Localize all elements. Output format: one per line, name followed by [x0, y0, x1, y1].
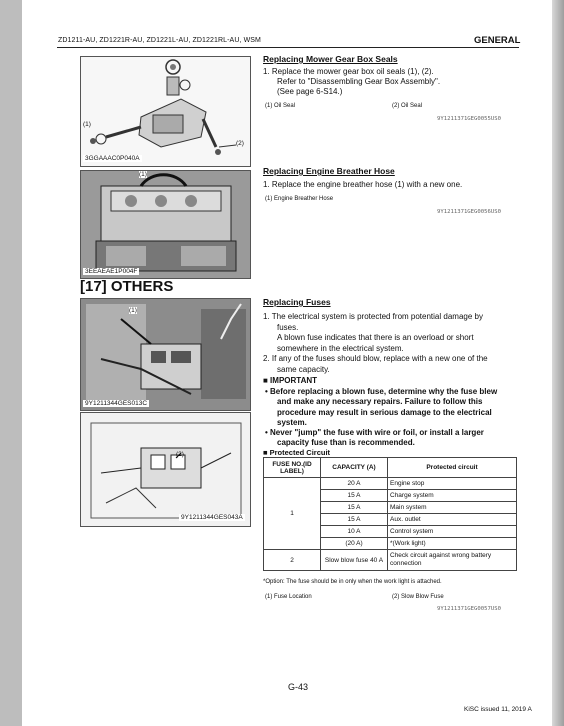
circuit-cell: Check circuit against wrong battery connection — [388, 550, 517, 571]
gearbox-figure-code: 3GGAAAC0P040A — [85, 155, 140, 162]
gearbox-step1-page: (See page 6-S14.) — [277, 87, 343, 96]
page-number: G-43 — [288, 682, 309, 692]
capacity-cell: (20 A) — [321, 538, 388, 550]
fuse-location-figure — [80, 298, 251, 411]
fuse-location-callout-1: (1) — [129, 307, 137, 314]
slow-blow-fuse-callout-2: (2) — [176, 451, 184, 458]
fuses-legend-1: (1) Fuse Location — [265, 594, 312, 600]
engine-figure — [80, 170, 251, 279]
fuse-no-1: 1 — [264, 478, 321, 550]
circuit-cell: Control system — [388, 526, 517, 538]
fuses-doc-code: 9Y1211371GEG0057US0 — [437, 606, 501, 612]
breather-doc-code: 9Y1211371GEG0056US0 — [437, 209, 501, 215]
fuses-heading: Replacing Fuses — [263, 297, 331, 307]
important-bullet1-line2: and make any necessary repairs. Failure to follow this — [277, 397, 483, 406]
table-row — [264, 478, 517, 490]
gearbox-callout-1: (1) — [83, 121, 91, 128]
fuses-line-1: 1. The electrical system is protected from potential damage by — [263, 312, 483, 321]
fuses-line-2: fuses. — [277, 323, 299, 332]
gearbox-step1: 1. Replace the mower gear box oil seals (1), (2). — [263, 67, 434, 76]
fuses-line-3: A blown fuse indicates that there is an overload or short — [277, 333, 474, 342]
header-models: ZD1211-AU, ZD1221R-AU, ZD1221L-AU, ZD1221RL-AU, WSM — [58, 37, 261, 44]
gearbox-heading: Replacing Mower Gear Box Seals — [263, 54, 398, 64]
capacity-cell: 20 A — [321, 478, 388, 490]
fuse-table-header — [264, 458, 517, 478]
others-section-title: [17] OTHERS — [80, 278, 174, 295]
engine-drawing — [81, 171, 250, 278]
engine-figure-code: 3EEAEAE1P004F — [85, 268, 138, 275]
important-bullet2-line1: • Never "jump" the fuse with wire or foil, or install a larger — [265, 428, 484, 437]
slow-blow-fuse-figure — [80, 412, 251, 527]
breather-heading: Replacing Engine Breather Hose — [263, 166, 395, 176]
circuit-cell: Charge system — [388, 490, 517, 502]
gearbox-drawing — [81, 57, 250, 166]
fuses-line-4: somewhere in the electrical system. — [277, 344, 404, 353]
engine-callout-1: (1) — [139, 171, 147, 178]
circuit-cell: Main system — [388, 502, 517, 514]
capacity-cell: Slow blow fuse 40 A — [321, 550, 388, 571]
table-row — [264, 550, 517, 571]
important-bullet1-line4: system. — [277, 418, 307, 427]
important-heading: ■ IMPORTANT — [263, 376, 318, 385]
page-edge — [552, 0, 564, 726]
fuses-legend-2: (2) Slow Blow Fuse — [392, 594, 444, 600]
fuse-location-drawing — [81, 299, 250, 410]
fuses-line-5: 2. If any of the fuses should blow, replace with a new one of the — [263, 354, 488, 363]
important-bullet1-line3: procedure may result in serious damage to the electrical — [277, 408, 492, 417]
gearbox-legend-1: (1) Oil Seal — [265, 103, 296, 109]
fuse-table — [263, 457, 517, 571]
circuit-cell: *(Work light) — [388, 538, 517, 550]
protected-circuit-heading: ■ Protected Circuit — [263, 448, 331, 457]
option-note: *Option: The fuse should be in only when the work light is attached. — [263, 579, 442, 585]
fuses-line-6: same capacity. — [277, 365, 330, 374]
capacity-cell: 10 A — [321, 526, 388, 538]
breather-step1: 1. Replace the engine breather hose (1) with a new one. — [263, 180, 463, 189]
important-bullet2-line2: capacity fuse than is recommended. — [277, 438, 415, 447]
col-protected-circuit: Protected circuit — [388, 458, 517, 478]
header-section: GENERAL — [474, 35, 521, 46]
header-rule — [57, 47, 519, 48]
important-bullet1-line1: • Before replacing a blown fuse, determine why the fuse blew — [265, 387, 498, 396]
gearbox-step1-ref: Refer to "Disassembling Gear Box Assembly". — [277, 77, 441, 86]
capacity-cell: 15 A — [321, 490, 388, 502]
slow-blow-fuse-figure-code: 9Y1211344GES043A — [181, 514, 243, 521]
gearbox-legend-2: (2) Oil Seal — [392, 103, 423, 109]
fuse-no-2: 2 — [264, 550, 321, 571]
slow-blow-fuse-drawing — [81, 413, 250, 526]
gearbox-figure — [80, 56, 251, 167]
circuit-cell: Engine stop — [388, 478, 517, 490]
col-capacity: CAPACITY (A) — [321, 458, 388, 478]
capacity-cell: 15 A — [321, 514, 388, 526]
gearbox-doc-code: 9Y1211371GEG0055US0 — [437, 116, 501, 122]
breather-legend-1: (1) Engine Breather Hose — [265, 196, 334, 202]
col-fuse-no: FUSE NO.(ID LABEL) — [264, 458, 321, 478]
gearbox-callout-2: (2) — [236, 140, 244, 147]
fuse-location-figure-code: 9Y1211344GES013C — [85, 400, 148, 407]
capacity-cell: 15 A — [321, 502, 388, 514]
issue-label: KiSC issued 11, 2019 A — [464, 706, 532, 713]
circuit-cell: Aux. outlet — [388, 514, 517, 526]
